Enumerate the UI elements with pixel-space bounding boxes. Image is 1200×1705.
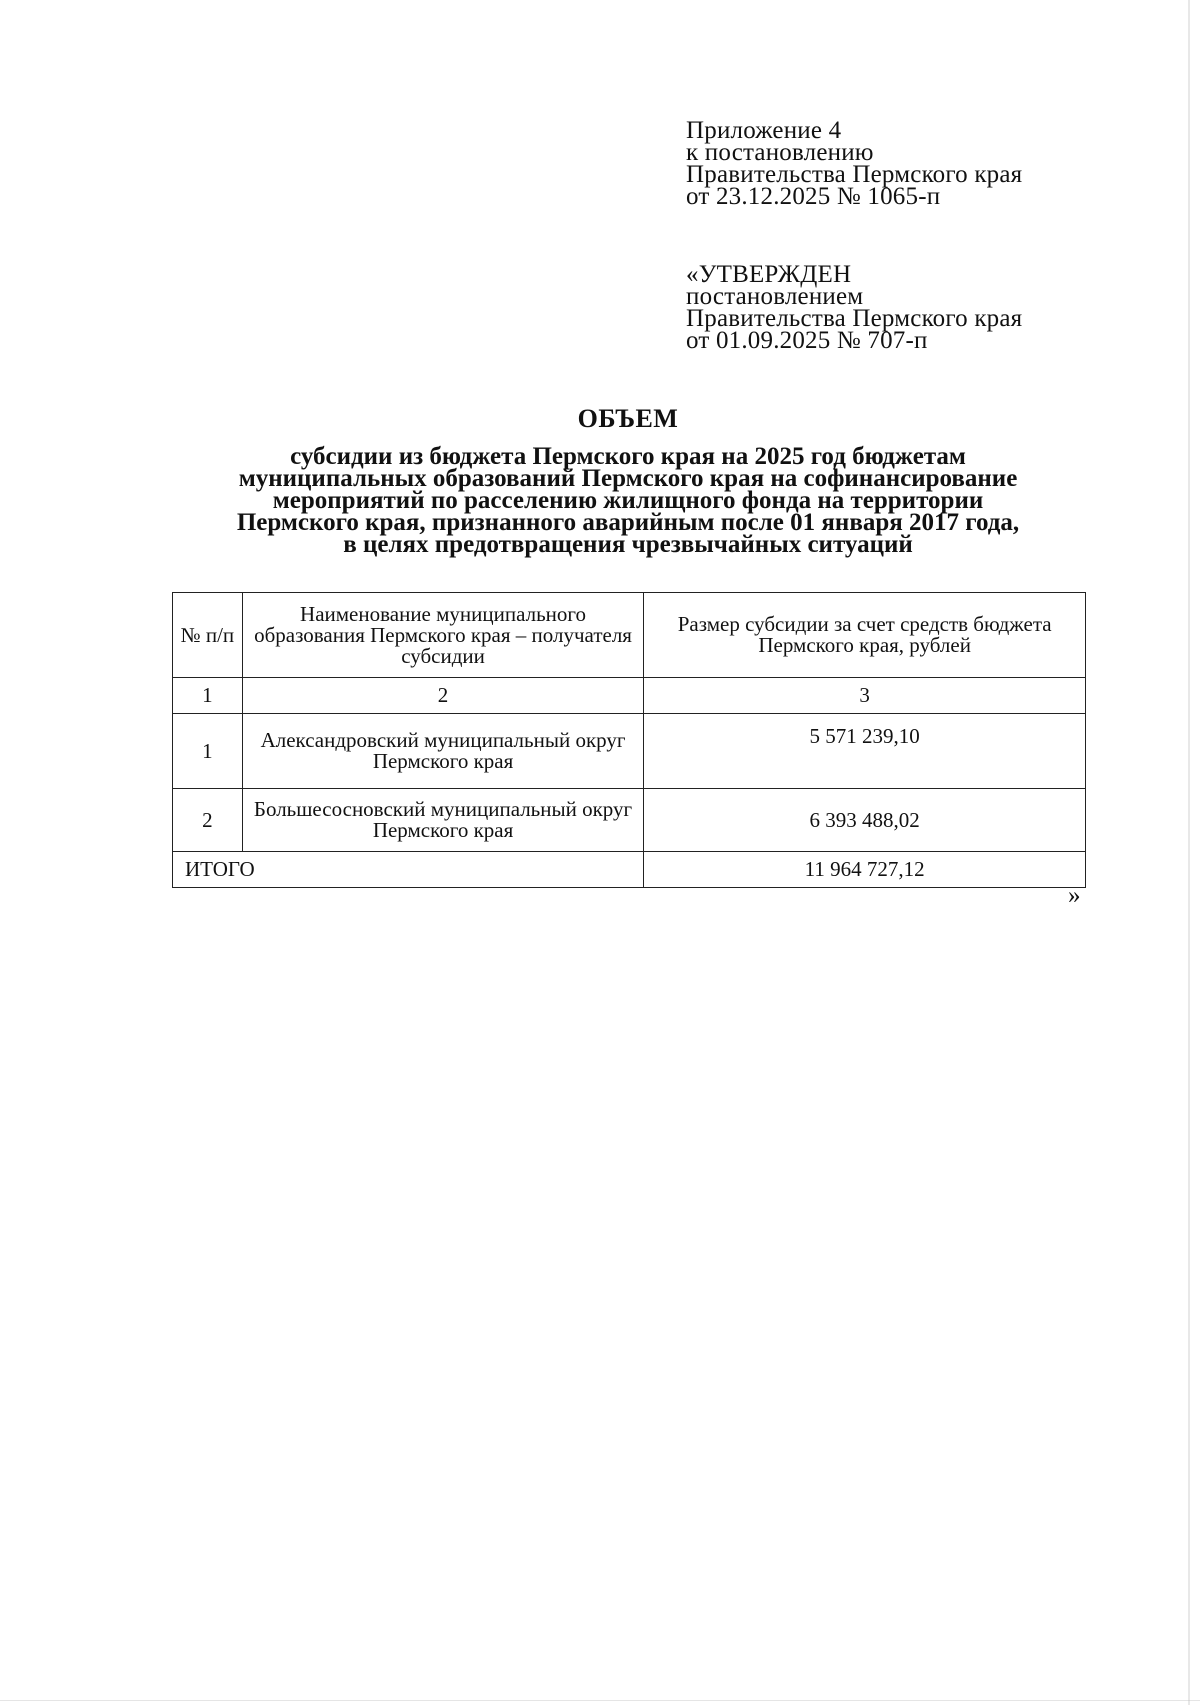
subsidy-table <box>172 592 1086 888</box>
column-number: 2 <box>242 678 644 714</box>
header-municipality: Наименование муниципального образования Пермского края – получателя субсидии <box>242 593 644 678</box>
total-amount: 11 964 727,12 <box>644 852 1086 888</box>
column-number: 1 <box>173 678 243 714</box>
appendix-line: Приложение 4 <box>686 117 842 144</box>
header-num: № п/п <box>173 593 243 678</box>
row-amount: 6 393 488,02 <box>644 789 1086 852</box>
row-num: 1 <box>173 714 243 789</box>
appendix-line: от 23.12.2025 № 1065-п <box>686 183 941 210</box>
header-amount: Размер субсидии за счет средств бюджета Пермского края, рублей <box>644 593 1086 678</box>
approval-line: «УТВЕРЖДЕН <box>686 261 852 288</box>
scan-edge-mark <box>0 1700 1200 1701</box>
approval-line: от 01.09.2025 № 707-п <box>686 327 928 354</box>
table-header-row <box>173 593 1086 678</box>
document-subtitle <box>170 443 1086 558</box>
appendix-block <box>686 117 1023 210</box>
row-municipality: Большесосновский муниципальный округ Пермского края <box>242 789 644 852</box>
column-number: 3 <box>644 678 1086 714</box>
document-title: ОБЪЕМ <box>577 404 679 433</box>
approval-line: постановлением <box>686 283 864 310</box>
table-row <box>173 714 1086 789</box>
subtitle-line: в целях предотвращения чрезвычайных ситуаций <box>343 531 913 558</box>
subtitle-line: мероприятий по расселению жилищного фонда на территории <box>272 487 984 514</box>
subtitle-line: Пермского края, признанного аварийным после 01 января 2017 года, <box>236 509 1020 536</box>
approval-block <box>686 261 1023 354</box>
row-municipality: Александровский муниципальный округ Пермского края <box>242 714 644 789</box>
scan-edge-mark <box>1188 0 1190 1705</box>
row-amount: 5 571 239,10 <box>644 714 1086 789</box>
appendix-line: Правительства Пермского края <box>686 161 1023 188</box>
subtitle-line: муниципальных образований Пермского края на софинансирование <box>238 465 1018 492</box>
subtitle-line: субсидии из бюджета Пермского края на 2025 год бюджетам <box>290 443 966 470</box>
column-number-row <box>173 678 1086 714</box>
table-row <box>173 789 1086 852</box>
total-label: ИТОГО <box>173 852 644 888</box>
row-num: 2 <box>173 789 243 852</box>
closing-quote: » <box>1068 882 1081 909</box>
approval-line: Правительства Пермского края <box>686 305 1023 332</box>
total-row <box>173 852 1086 888</box>
appendix-line: к постановлению <box>686 139 874 166</box>
